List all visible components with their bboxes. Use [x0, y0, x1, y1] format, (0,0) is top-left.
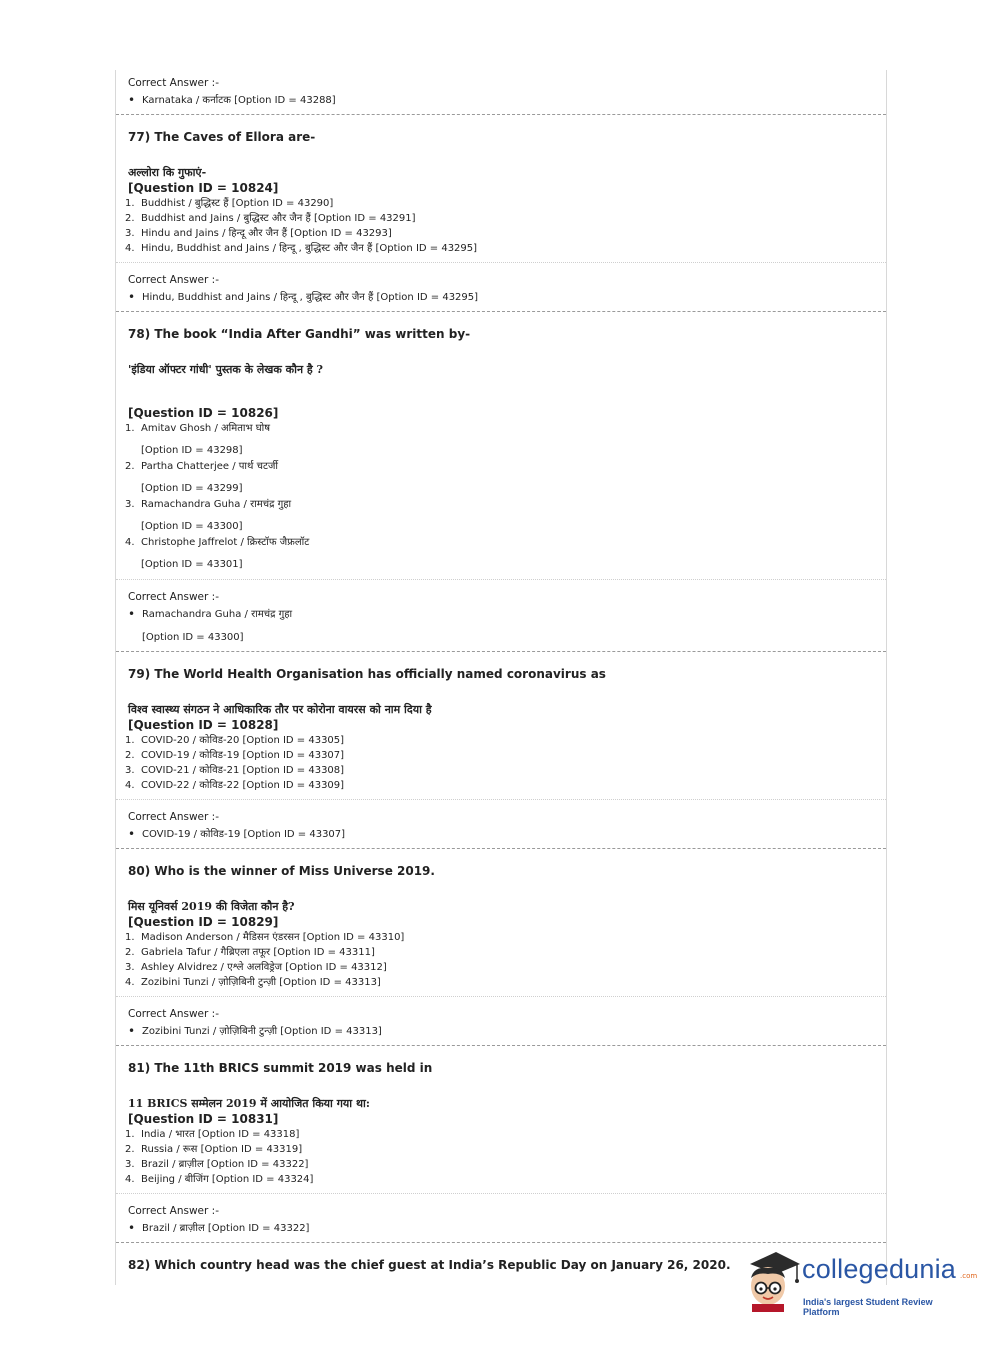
option-item: [125, 748, 874, 763]
question-title: 80) Who is the winner of Miss Universe 2019.: [128, 864, 435, 878]
option-id: [Option ID = 43300]: [141, 521, 243, 532]
correct-answer-label: Correct Answer :-: [128, 1205, 219, 1217]
question-id: [Question ID = 10824]: [128, 181, 279, 195]
option-item: [125, 1142, 874, 1157]
option-id: [Option ID = 43301]: [141, 559, 243, 570]
option-text: Christophe Jaffrelot / क्रिस्टॉफ जैफ्रलॉट: [141, 537, 310, 548]
option-text: Zozibini Tunzi / ज़ोज़िबिनी टुन्ज़ी [Option ID = 43313]: [141, 977, 381, 988]
correct-answer-label: Correct Answer :-: [128, 811, 219, 823]
question-title: 79) The World Health Organisation has officially named coronavirus as: [128, 667, 606, 681]
correct-answer-label: Correct Answer :-: [128, 1008, 219, 1020]
option-number: 2.: [125, 461, 135, 472]
correct-answer: • Zozibini Tunzi / ज़ोज़िबिनी टुन्ज़ी [Option ID = 43313]: [128, 1025, 874, 1039]
option-number: 3.: [125, 228, 135, 239]
option-text: COVID-19 / कोविड-19 [Option ID = 43307]: [141, 750, 345, 761]
option-text: Amitav Ghosh / अमिताभ घोष: [141, 423, 270, 434]
question-separator: [116, 848, 886, 849]
option-number: 4.: [125, 780, 135, 791]
question-title: 82) Which country head was the chief guest at India’s Republic Day on January 26, 2020.: [128, 1258, 731, 1272]
prev-answer-block: [116, 70, 886, 114]
option-item: [125, 778, 874, 793]
question-77: [116, 129, 886, 262]
option-item: [125, 930, 874, 945]
exam-page: [115, 70, 887, 1285]
correct-answer: • Brazil / ब्राज़ील [Option ID = 43322]: [128, 1222, 874, 1236]
question-separator: [116, 1045, 886, 1046]
option-text: Brazil / ब्राज़ील [Option ID = 43322]: [141, 1159, 309, 1170]
option-text: Hindu and Jains / हिन्दू और जैन हैं [Option ID = 43293]: [141, 228, 392, 239]
option-id: [Option ID = 43299]: [141, 483, 243, 494]
question-hindi: मिस यूनिवर्स 2019 की विजेता कौन है?: [128, 900, 295, 913]
option-number: 1.: [125, 1129, 135, 1140]
option-number: 3.: [125, 1159, 135, 1170]
logo-wordmark: collegedunia: [802, 1254, 957, 1284]
option-number: 1.: [125, 423, 135, 434]
question-79: [116, 666, 886, 799]
question-78: [116, 326, 886, 579]
question-hindi: विश्व स्वास्थ्य संगठन ने आधिकारिक तौर पर कोरोना वायरस को नाम दिया है: [128, 703, 432, 716]
option-number: 2.: [125, 213, 135, 224]
logo-tagline: India's largest Student Review Platform: [803, 1297, 933, 1317]
option-text: Partha Chatterjee / पार्थ चटर्जी: [141, 461, 278, 472]
option-item: [125, 535, 874, 550]
question-title: 77) The Caves of Ellora are-: [128, 130, 316, 144]
answer-79: [116, 800, 886, 848]
option-text: Beijing / बीजिंग [Option ID = 43324]: [141, 1174, 314, 1185]
option-text: Hindu, Buddhist and Jains / हिन्दू , बुद्धिस्ट और जैन हैं [Option ID = 43295]: [141, 243, 478, 254]
option-text: Buddhist and Jains / बुद्धिस्ट और जैन हैं [Option ID = 43291]: [141, 213, 416, 224]
collegedunia-logo: [742, 1250, 978, 1317]
question-80: [116, 863, 886, 996]
option-item: [125, 497, 874, 512]
question-title: 78) The book “India After Gandhi” was written by-: [128, 327, 471, 341]
option-number: 4.: [125, 1174, 135, 1185]
option-number: 2.: [125, 947, 135, 958]
answer-81: [116, 1194, 886, 1242]
student-mascot-icon: [742, 1250, 802, 1312]
answer-78: [116, 580, 886, 651]
option-number: 1.: [125, 735, 135, 746]
question-hindi: 'इंडिया ऑफ्टर गांधी' पुस्तक के लेखक कौन है ?: [128, 363, 324, 376]
option-number: 1.: [125, 198, 135, 209]
answer-77: [116, 263, 886, 311]
option-number: 2.: [125, 1144, 135, 1155]
option-text: COVID-22 / कोविड-22 [Option ID = 43309]: [141, 780, 345, 791]
option-item: [125, 1157, 874, 1172]
correct-answer: • Ramachandra Guha / रामचंद्र गुहा: [128, 608, 874, 622]
option-text: COVID-20 / कोविड-20 [Option ID = 43305]: [141, 735, 345, 746]
option-item: [125, 211, 874, 226]
option-id: [Option ID = 43298]: [141, 445, 243, 456]
question-81: [116, 1060, 886, 1193]
correct-answer-label: Correct Answer :-: [128, 77, 219, 89]
option-text: COVID-21 / कोविड-21 [Option ID = 43308]: [141, 765, 345, 776]
option-item: [125, 1172, 874, 1187]
question-separator: [116, 1242, 886, 1243]
option-item: [125, 763, 874, 778]
option-item: [125, 1127, 874, 1142]
option-number: 1.: [125, 932, 135, 943]
option-number: 3.: [125, 499, 135, 510]
question-id: [Question ID = 10831]: [128, 1112, 279, 1126]
option-item: [125, 960, 874, 975]
option-text: Ashley Alvidrez / एश्ले अलविड्रेज [Option ID = 43312]: [141, 962, 387, 973]
correct-answer: • Hindu, Buddhist and Jains / हिन्दू , बुद्धिस्ट और जैन हैं [Option ID = 43295]: [128, 291, 874, 305]
option-text: Russia / रूस [Option ID = 43319]: [141, 1144, 303, 1155]
option-item: [125, 975, 874, 990]
correct-answer: • Karnataka / कर्नाटक [Option ID = 43288]: [128, 94, 874, 108]
option-text: Gabriela Tafur / गैब्रिएला तफूर [Option ID = 43311]: [141, 947, 375, 958]
option-number: 4.: [125, 243, 135, 254]
question-separator: [116, 114, 886, 115]
question-id: [Question ID = 10826]: [128, 406, 279, 420]
option-text: Madison Anderson / मैडिसन एंडरसन [Option ID = 43310]: [141, 932, 405, 943]
option-number: 4.: [125, 537, 135, 548]
question-id: [Question ID = 10828]: [128, 718, 279, 732]
question-separator: [116, 311, 886, 312]
question-separator: [116, 651, 886, 652]
option-number: 3.: [125, 962, 135, 973]
question-hindi: 11 BRICS सम्मेलन 2019 में आयोजित किया गया था:: [128, 1097, 370, 1110]
correct-answer-label: Correct Answer :-: [128, 591, 219, 603]
option-number: 4.: [125, 977, 135, 988]
question-id: [Question ID = 10829]: [128, 915, 279, 929]
option-text: Ramachandra Guha / रामचंद्र गुहा: [141, 499, 292, 510]
option-item: [125, 945, 874, 960]
option-item: [125, 459, 874, 474]
option-item: [125, 733, 874, 748]
correct-answer-label: Correct Answer :-: [128, 274, 219, 286]
logo-dotcom: .com: [960, 1272, 978, 1280]
correct-answer-option-id: [Option ID = 43300]: [142, 632, 244, 643]
option-item: [125, 226, 874, 241]
option-item: [125, 196, 874, 211]
option-item: [125, 241, 874, 256]
option-text: India / भारत [Option ID = 43318]: [141, 1129, 300, 1140]
question-title: 81) The 11th BRICS summit 2019 was held in: [128, 1061, 433, 1075]
option-item: [125, 421, 874, 436]
answer-80: [116, 997, 886, 1045]
option-text: Buddhist / बुद्धिस्ट हैं [Option ID = 43290]: [141, 198, 334, 209]
correct-answer: • COVID-19 / कोविड-19 [Option ID = 43307]: [128, 828, 874, 842]
option-number: 3.: [125, 765, 135, 776]
option-number: 2.: [125, 750, 135, 761]
question-hindi: अल्लोरा कि गुफाएं-: [128, 166, 207, 179]
